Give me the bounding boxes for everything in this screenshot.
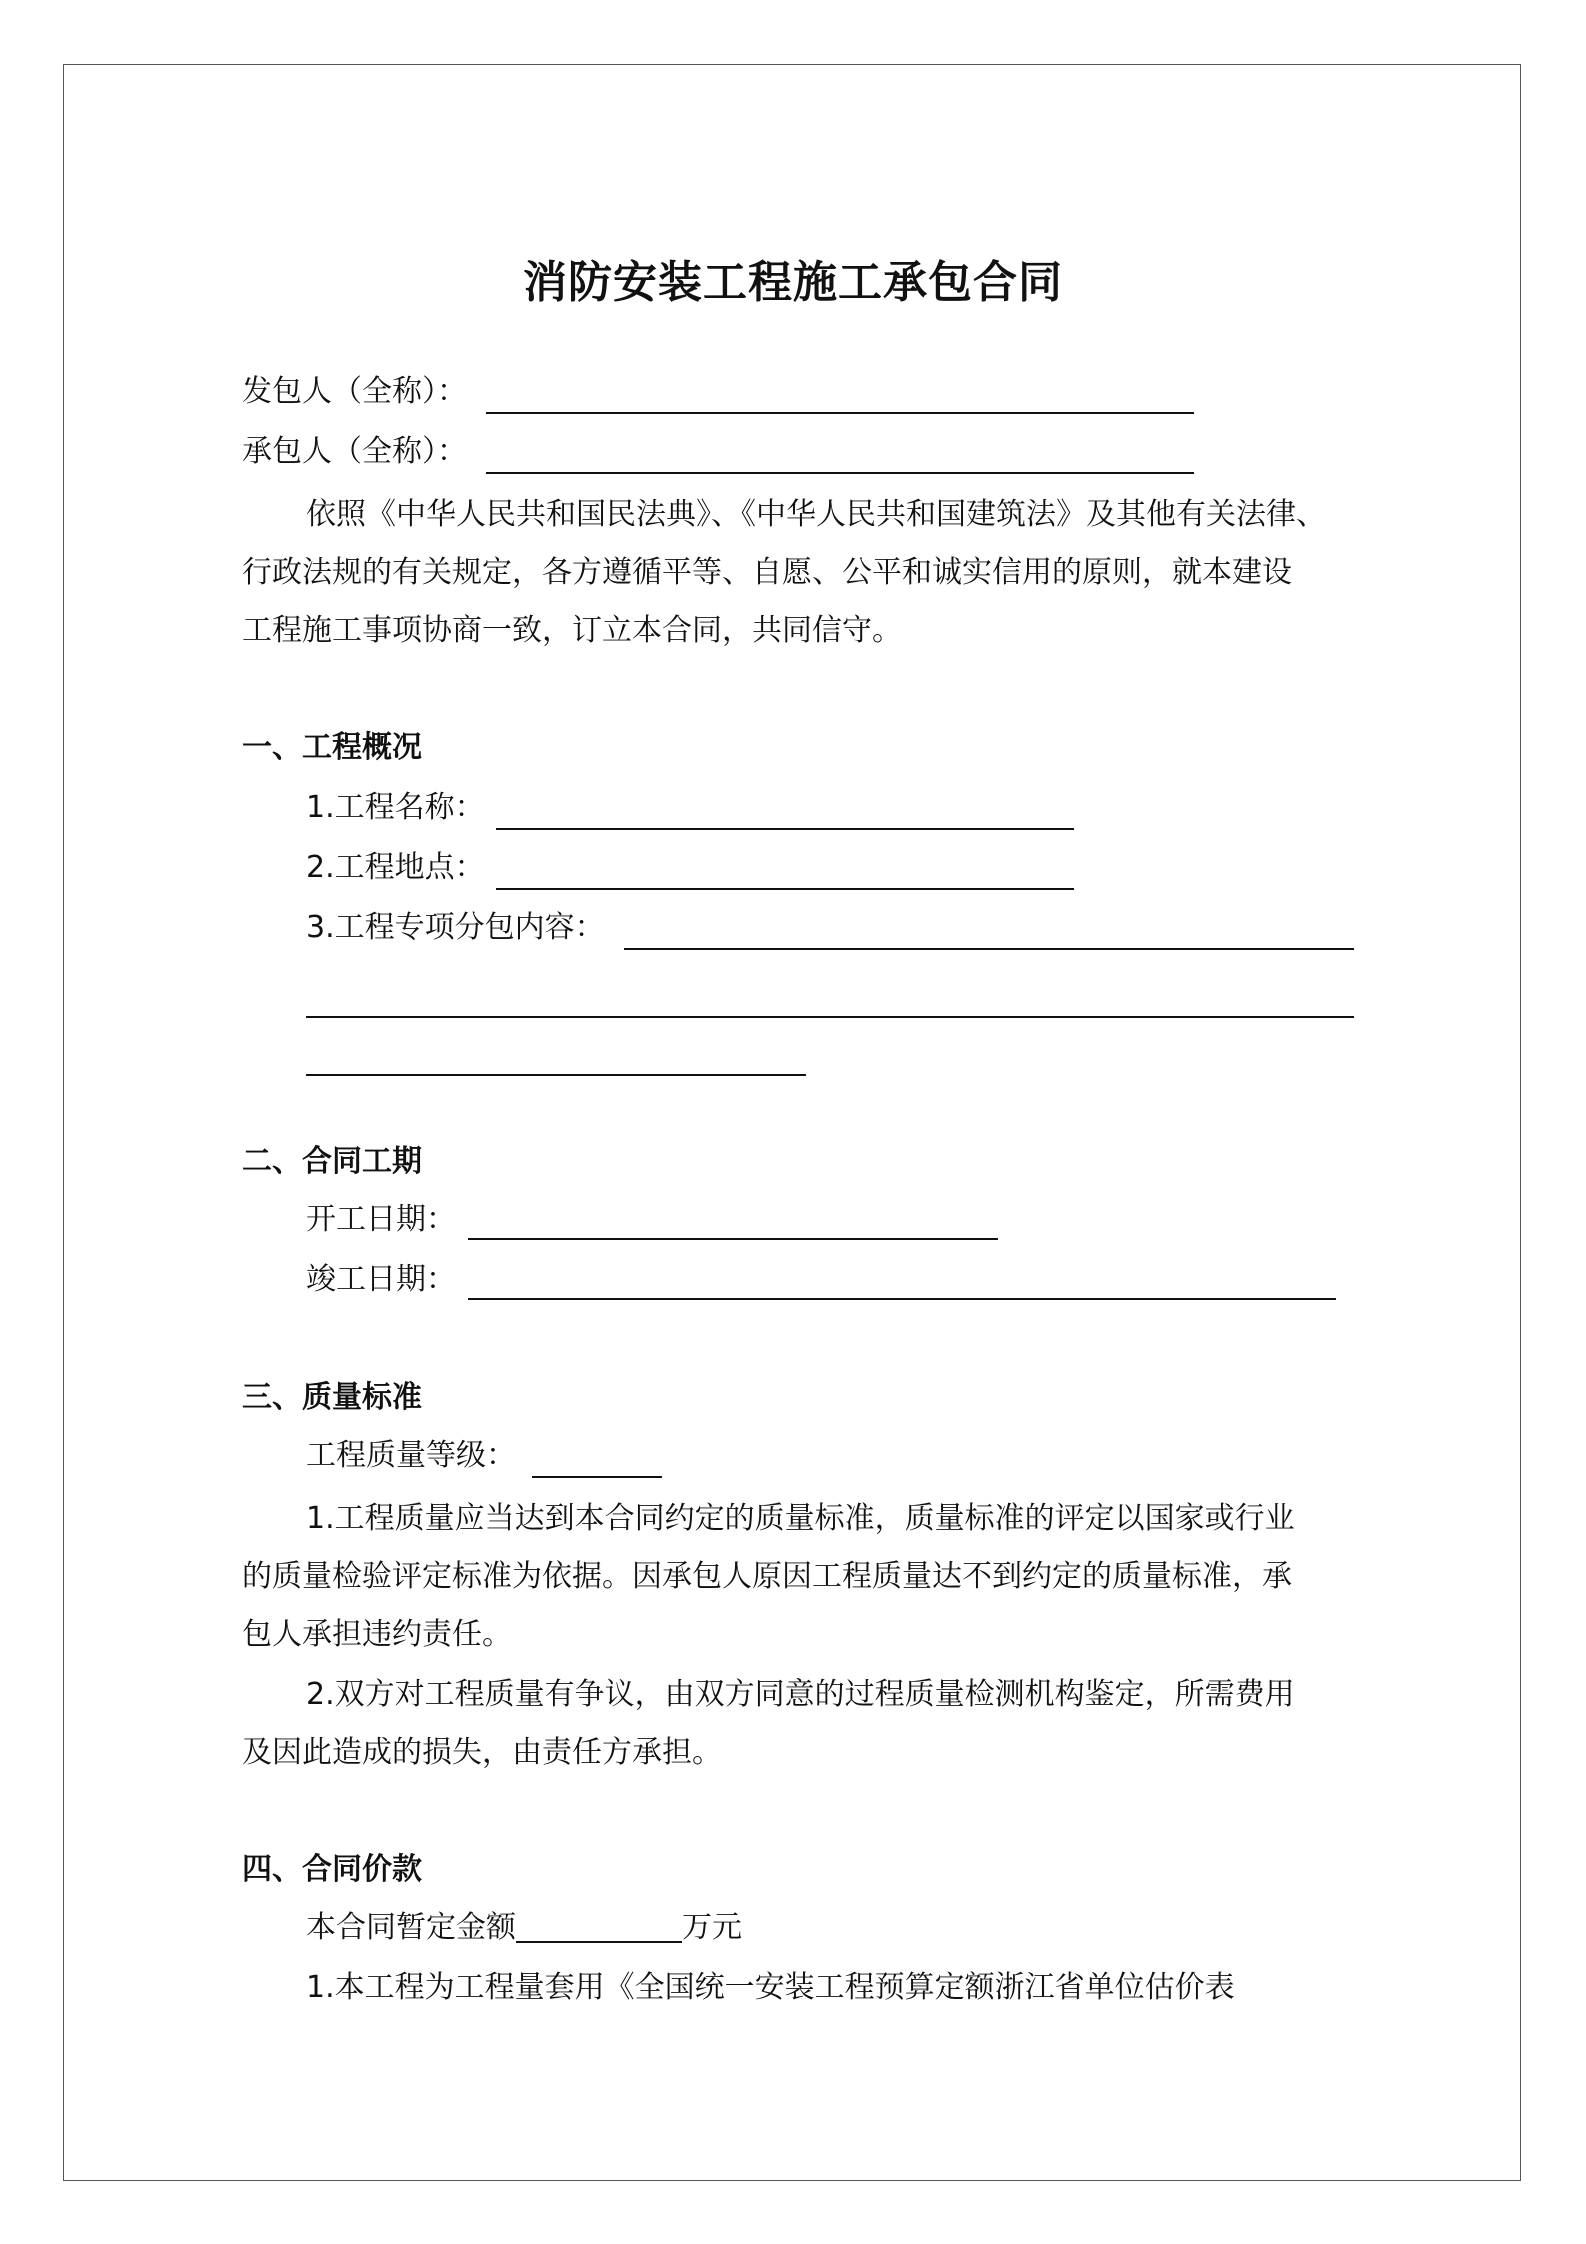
quality-clause-1-line-1: 1.工程质量应当达到本合同约定的质量标准，质量标准的评定以国家或行业: [306, 1501, 1295, 1536]
contract-amount-blank[interactable]: [516, 1911, 682, 1943]
contract-amount-prefix: 本合同暂定金额: [306, 1910, 516, 1945]
price-clause-1: 1.本工程为工程量套用《全国统一安装工程预算定额浙江省单位估价表: [306, 1970, 1235, 2005]
section1-heading: 一、工程概况: [242, 730, 422, 765]
document-title: 消防安装工程施工承包合同: [523, 257, 1063, 308]
preamble-line-2: 行政法规的有关规定，各方遵循平等、自愿、公平和诚实信用的原则，就本建设: [242, 555, 1292, 590]
section3-heading: 三、质量标准: [242, 1380, 422, 1415]
project-location-blank[interactable]: [496, 888, 1074, 890]
contract-amount-unit: 万元: [682, 1910, 742, 1945]
completion-date-blank[interactable]: [468, 1298, 1336, 1300]
contractor-blank[interactable]: [486, 472, 1194, 474]
employer-line: [242, 372, 467, 412]
start-date-blank[interactable]: [468, 1238, 998, 1240]
section2-heading: 二、合同工期: [242, 1144, 422, 1179]
contractor-line: [242, 432, 467, 472]
employer-blank[interactable]: [486, 412, 1194, 414]
quality-clause-1: [242, 1490, 1354, 1664]
quality-clause-2-line-2: 及因此造成的损失，由责任方承担。: [242, 1735, 722, 1770]
completion-date-label: 竣工日期：: [306, 1262, 456, 1297]
quality-clause-2: [242, 1666, 1354, 1782]
start-date-label: 开工日期：: [306, 1202, 456, 1237]
preamble-paragraph: [242, 486, 1354, 660]
contract-amount-line: [306, 1908, 742, 1948]
preamble-line-3: 工程施工事项协商一致，订立本合同，共同信守。: [242, 613, 902, 648]
quality-clause-2-line-1: 2.双方对工程质量有争议，由双方同意的过程质量检测机构鉴定，所需费用: [306, 1677, 1295, 1712]
project-name-blank[interactable]: [496, 828, 1074, 830]
employer-label: 发包人（全称）：: [242, 374, 467, 409]
preamble-line-1: 依照《中华人民共和国民法典》、《中华人民共和国建筑法》及其他有关法律、: [306, 497, 1326, 532]
quality-grade-label: 工程质量等级：: [306, 1438, 516, 1473]
subcontract-content-label: 3.工程专项分包内容：: [306, 910, 605, 945]
section4-heading: 四、合同价款: [242, 1852, 422, 1887]
project-name-label: 1.工程名称：: [306, 790, 485, 825]
subcontract-content-blank-2[interactable]: [306, 1016, 1354, 1018]
subcontract-content-blank-1[interactable]: [624, 948, 1354, 950]
subcontract-content-blank-3[interactable]: [306, 1074, 806, 1076]
project-location-label: 2.工程地点：: [306, 850, 485, 885]
quality-grade-blank[interactable]: [532, 1476, 662, 1478]
quality-clause-1-line-3: 包人承担违约责任。: [242, 1617, 512, 1652]
quality-clause-1-line-2: 的质量检验评定标准为依据。因承包人原因工程质量达不到约定的质量标准，承: [242, 1559, 1292, 1594]
contractor-label: 承包人（全称）：: [242, 434, 467, 469]
